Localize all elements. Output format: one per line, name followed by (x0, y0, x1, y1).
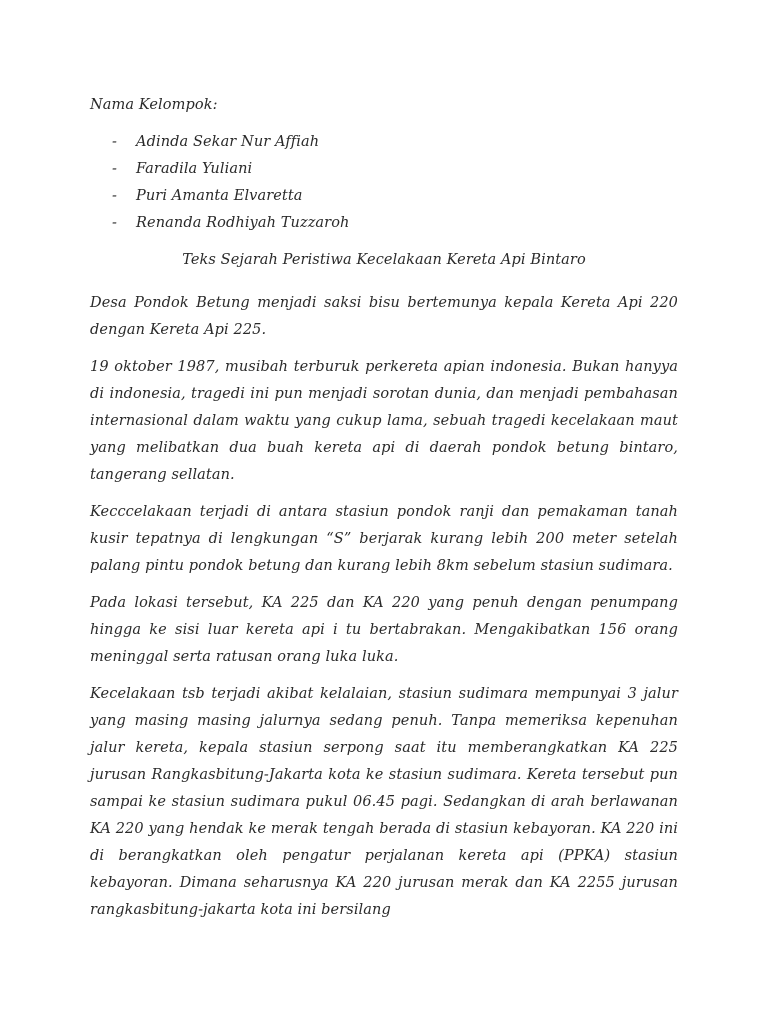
member-name: Puri Amanta Elvaretta (136, 188, 303, 204)
bullet-dash: - (112, 134, 117, 150)
paragraph: Desa Pondok Betung menjadi saksi bisu bertemunya kepala Kereta Api 220 dengan Kereta Api 225. (90, 295, 678, 338)
list-item (90, 129, 678, 156)
group-label: Nama Kelompok: (90, 97, 218, 113)
paragraph: 19 oktober 1987, musibah terburuk perkereta apian indonesia. Bukan hanyya di indonesia, tragedi ini pun menjadi sorotan dunia, dan menjadi pembahasan internasional dalam waktu yang cukup lama, sebuah tragedi kecelakaan maut yang melibatkan dua buah kereta api di daerah pondok betung bintaro, tangerang sellatan. (90, 359, 678, 483)
member-list (90, 129, 678, 237)
paragraph: Kecelakaan tsb terjadi akibat kelalaian, stasiun sudimara mempunyai 3 jalur yang masing masing jalurnya sedang penuh. Tanpa memeriksa kepenuhan jalur kereta, kepala stasiun serpong saat itu memberangkatkan KA 225 jurusan Rangkasbitung-Jakarta kota ke stasiun sudimara. Kereta tersebut pun sampai ke stasiun sudimara pukul 06.45 pagi. Sedangkan di arah berlawanan KA 220 yang hendak ke merak tengah berada di stasiun kebayoran. KA 220 ini di berangkatkan oleh pengatur perjalanan kereta api (PPKA) stasiun kebayoran. Dimana seharusnya KA 220 jurusan merak dan KA 2255 jurusan rangkasbitung-jakarta kota ini bersilang (90, 686, 678, 918)
list-item (90, 210, 678, 237)
list-item (90, 183, 678, 210)
paragraph: Pada lokasi tersebut, KA 225 dan KA 220 yang penuh dengan penumpang hingga ke sisi luar kereta api i tu bertabrakan. Mengakibatkan 156 orang meninggal serta ratusan orang luka luka. (90, 595, 678, 665)
bullet-dash: - (112, 161, 117, 177)
member-name: Faradila Yuliani (136, 161, 253, 177)
bullet-dash: - (112, 215, 117, 231)
paragraph: Kecccelakaan terjadi di antara stasiun pondok ranji dan pemakaman tanah kusir tepatnya di lengkungan “S” berjarak kurang lebih 200 meter setelah palang pintu pondok betung dan kurang lebih 8km sebelum stasiun sudimara. (90, 504, 678, 574)
member-name: Adinda Sekar Nur Affiah (136, 134, 320, 150)
bullet-dash: - (112, 188, 117, 204)
document-content (90, 92, 678, 934)
document-title: Teks Sejarah Peristiwa Kecelakaan Kereta Api Bintaro (182, 252, 586, 268)
list-item (90, 156, 678, 183)
member-name: Renanda Rodhiyah Tuzzaroh (136, 215, 350, 231)
